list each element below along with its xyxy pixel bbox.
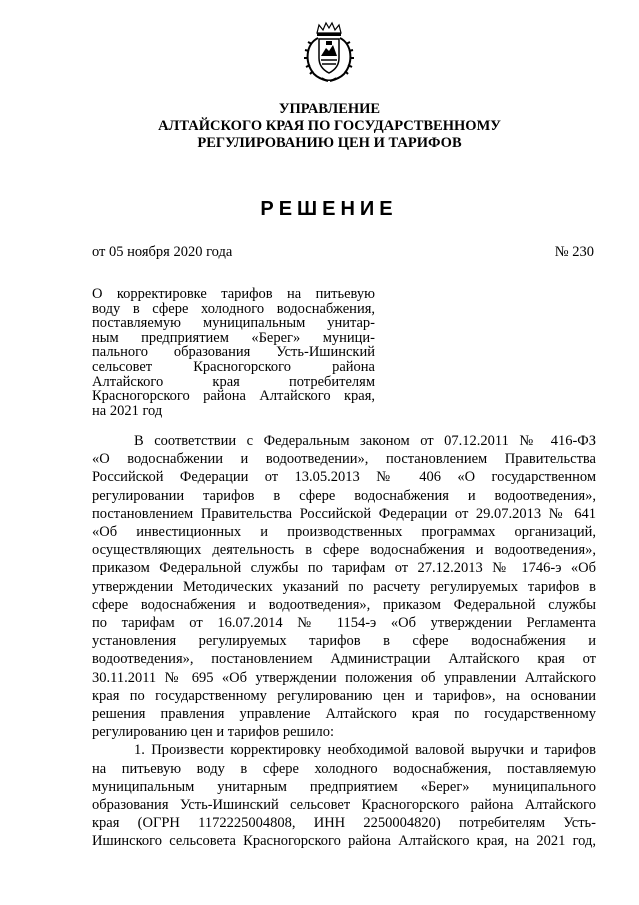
body-line: сфере водоснабжения и водоотведения», приказом Федеральной службы [92, 596, 596, 613]
document-subject [92, 287, 375, 418]
body-line: по тарифам от 16.07.2014 № 1154-э «Об утверждении Регламента [92, 615, 596, 632]
body-line: 30.11.2011 № 695 «Об утверждении положения об управлении Алтайского [92, 669, 596, 686]
body-line: «О водоснабжении и водоотведении», постановлением Правительства [92, 451, 596, 468]
body-line: регулированию цен и тарифов решило: [92, 724, 334, 741]
body-line: В соответствии с Федеральным законом от 07.12.2011 № 416-ФЗ [134, 433, 596, 449]
subject-line: ным предприятием «Берег» муници- [92, 329, 375, 346]
body-line: постановлением Правительства Российской Федерации от 29.07.2013 № 641 [92, 505, 596, 522]
subject-line: Красногорского района Алтайского края, [92, 388, 375, 405]
body-line: края по государственному регулированию цен и тарифов», на основании [92, 687, 596, 704]
subject-line: сельсовет Красногорского района [92, 358, 375, 375]
body-line: водоотведения», постановлением Администрации Алтайского края от [92, 651, 596, 668]
body-line: края (ОГРН 1172225004808, ИНН 2250004820) потребителям Усть- [92, 815, 596, 832]
document-title: РЕШЕНИЕ [260, 198, 398, 220]
org-line: РЕГУЛИРОВАНИЮ ЦЕН И ТАРИФОВ [197, 135, 462, 151]
org-line: УПРАВЛЕНИЕ [278, 101, 381, 117]
subject-line: О корректировке тарифов на питьевую [92, 286, 375, 302]
body-line: образования Усть-Ишинский сельсовет Красногорского района Алтайского [92, 797, 596, 814]
body-line: утверждении Методических указаний по расчету регулируемых тарифов в [92, 578, 596, 595]
document-date: от 05 ноября 2020 года [92, 244, 233, 260]
subject-line: на 2021 год [92, 402, 163, 419]
subject-line: Алтайского края потребителям [92, 373, 375, 390]
subject-line: воду в сфере холодного водоснабжения, [92, 300, 375, 317]
body-line: Российской Федерации от 13.05.2013 № 406 «О государственном [92, 469, 596, 486]
body-line: муниципальным унитарным предприятием «Берег» муниципального [92, 778, 596, 795]
body-line: приказом Федеральной службы по тарифам от 27.12.2013 № 1746-э «Об [92, 560, 596, 577]
body-line: 1. Произвести корректировку необходимой валовой выручки и тарифов [134, 742, 596, 759]
altai-krai-coat-of-arms-icon [300, 20, 358, 84]
organization-name [120, 101, 539, 152]
body-line: на питьевую воду в сфере холодного водоснабжения, поставляемую [92, 760, 596, 777]
subject-line: пального образования Усть-Ишинский [92, 344, 375, 361]
body-line: регулировании тарифов в сфере водоснабжения и водоотведения», [92, 487, 596, 504]
body-line: «Об инвестиционных и производственных программах организаций, [92, 524, 596, 541]
body-line: решения правления управление Алтайского края по государственному [92, 706, 596, 723]
body-line: осуществляющих деятельность в сфере водоснабжения и водоотведения», [92, 542, 596, 559]
subject-line: поставляемую муниципальным унитар- [92, 315, 375, 332]
body-line: установления регулируемых тарифов в сфере водоснабжения и [92, 633, 596, 650]
body-line: Ишинского сельсовета Красногорского района Алтайского края, на 2021 год, [92, 833, 596, 850]
document-body [92, 432, 596, 851]
org-line: АЛТАЙСКОГО КРАЯ ПО ГОСУДАРСТВЕННОМУ [158, 118, 501, 134]
document-number: № 230 [554, 244, 594, 260]
